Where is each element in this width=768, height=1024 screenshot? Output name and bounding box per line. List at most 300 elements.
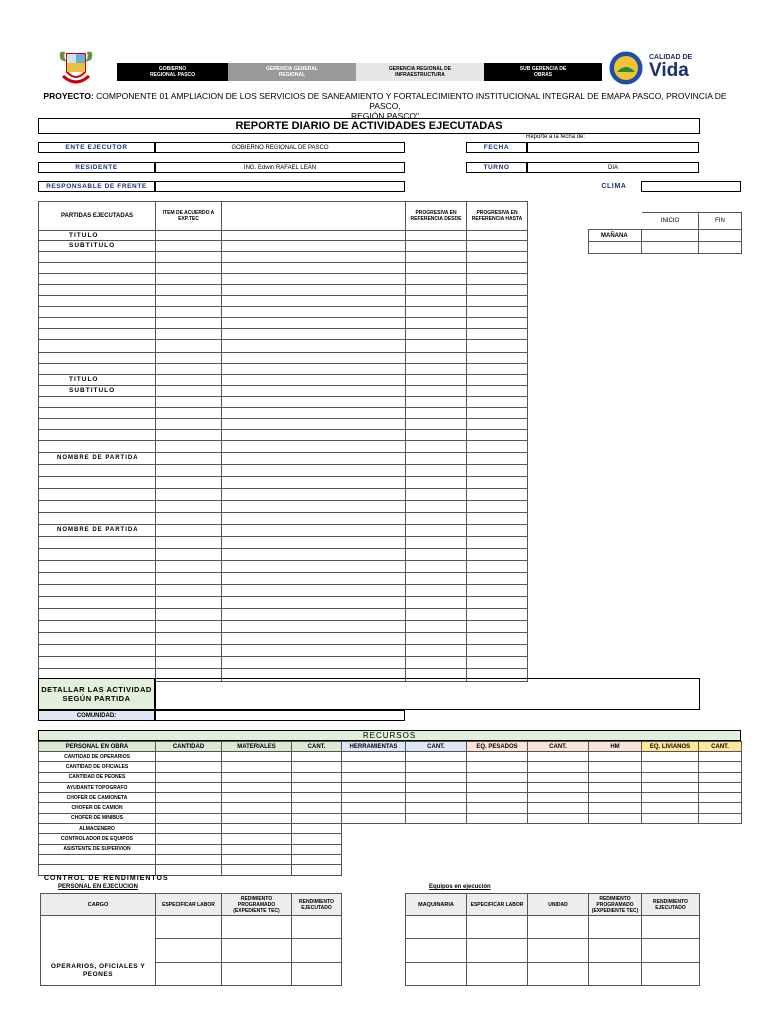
rend-cell[interactable]: [156, 916, 222, 939]
partida-cell[interactable]: [406, 231, 467, 241]
partida-cell[interactable]: [406, 352, 467, 363]
recurso-cell[interactable]: [699, 782, 742, 792]
partida-cell[interactable]: [39, 352, 156, 363]
partida-cell[interactable]: [467, 317, 528, 328]
partida-cell[interactable]: [467, 476, 528, 488]
recurso-cell[interactable]: [642, 752, 699, 762]
recurso-cell[interactable]: [222, 834, 292, 844]
equipo-cell[interactable]: [467, 939, 528, 963]
partida-cell[interactable]: [39, 548, 156, 560]
partida-cell[interactable]: [222, 548, 406, 560]
partida-cell[interactable]: [467, 429, 528, 440]
partida-cell[interactable]: [39, 306, 156, 317]
partida-cell[interactable]: [222, 284, 406, 295]
recurso-cell[interactable]: [342, 752, 406, 762]
partida-cell[interactable]: [156, 339, 222, 352]
partida-cell[interactable]: [467, 418, 528, 429]
partida-cell[interactable]: [39, 295, 156, 306]
partida-cell[interactable]: [39, 476, 156, 488]
equipo-cell[interactable]: [589, 939, 642, 963]
recurso-cell[interactable]: [292, 793, 342, 803]
partida-cell[interactable]: [39, 608, 156, 620]
partida-cell[interactable]: [156, 572, 222, 584]
recurso-cell[interactable]: [342, 772, 406, 782]
rend-cell[interactable]: [292, 939, 342, 963]
partida-cell[interactable]: [156, 608, 222, 620]
partida-cell[interactable]: [156, 363, 222, 374]
recurso-cell[interactable]: [292, 813, 342, 823]
equipo-cell[interactable]: [528, 963, 589, 986]
partida-cell[interactable]: [406, 440, 467, 452]
equipo-cell[interactable]: [467, 916, 528, 939]
partida-cell[interactable]: [222, 352, 406, 363]
partida-cell[interactable]: [467, 284, 528, 295]
recurso-cell[interactable]: [642, 772, 699, 782]
partida-cell[interactable]: [467, 572, 528, 584]
partida-cell[interactable]: [467, 452, 528, 464]
partida-cell[interactable]: [156, 262, 222, 273]
partida-cell[interactable]: [222, 429, 406, 440]
partida-cell[interactable]: [467, 596, 528, 608]
partida-cell[interactable]: [156, 418, 222, 429]
partida-cell[interactable]: [39, 620, 156, 632]
partida-cell[interactable]: [467, 295, 528, 306]
partida-cell[interactable]: [156, 251, 222, 262]
partida-cell[interactable]: [156, 548, 222, 560]
partida-cell[interactable]: [222, 500, 406, 512]
partida-cell[interactable]: [406, 500, 467, 512]
partida-cell[interactable]: [467, 644, 528, 656]
manana-fin-cell[interactable]: [699, 230, 742, 242]
recurso-cell[interactable]: [467, 772, 528, 782]
partida-cell[interactable]: [406, 620, 467, 632]
recurso-cell[interactable]: [222, 752, 292, 762]
partida-cell[interactable]: [222, 536, 406, 548]
equipo-cell[interactable]: [528, 916, 589, 939]
partida-cell[interactable]: [39, 440, 156, 452]
partida-cell[interactable]: [156, 374, 222, 385]
recurso-cell[interactable]: [528, 803, 589, 813]
partida-cell[interactable]: [39, 500, 156, 512]
partida-cell[interactable]: [467, 632, 528, 644]
recurso-cell[interactable]: [342, 793, 406, 803]
partida-cell[interactable]: [222, 317, 406, 328]
partida-cell[interactable]: [406, 644, 467, 656]
partida-cell[interactable]: [467, 548, 528, 560]
partida-cell[interactable]: [467, 656, 528, 668]
recurso-cell[interactable]: [156, 865, 222, 875]
recurso-cell[interactable]: [222, 782, 292, 792]
partida-cell[interactable]: [222, 339, 406, 352]
partida-cell[interactable]: [222, 584, 406, 596]
equipo-cell[interactable]: [589, 916, 642, 939]
partida-cell[interactable]: [222, 476, 406, 488]
recurso-cell[interactable]: [156, 844, 222, 854]
rend-cell[interactable]: [222, 939, 292, 963]
partida-cell[interactable]: [222, 452, 406, 464]
equipo-cell[interactable]: [642, 916, 700, 939]
partida-cell[interactable]: [222, 632, 406, 644]
recurso-cell[interactable]: [528, 793, 589, 803]
partida-cell[interactable]: [222, 620, 406, 632]
rend-cell[interactable]: [222, 916, 292, 939]
partida-cell[interactable]: [156, 512, 222, 524]
partida-cell[interactable]: [39, 488, 156, 500]
partida-cell[interactable]: [406, 396, 467, 407]
responsable-field[interactable]: [155, 181, 405, 192]
equipo-cell[interactable]: [642, 939, 700, 963]
partida-cell[interactable]: [467, 584, 528, 596]
partida-cell[interactable]: [406, 374, 467, 385]
partida-cell[interactable]: [222, 374, 406, 385]
partida-cell[interactable]: [406, 476, 467, 488]
partida-cell[interactable]: [406, 560, 467, 572]
rend-cell[interactable]: [292, 916, 342, 939]
recurso-cell[interactable]: [528, 772, 589, 782]
partida-cell[interactable]: [156, 656, 222, 668]
recurso-cell[interactable]: [222, 865, 292, 875]
partida-cell[interactable]: [467, 328, 528, 339]
partida-cell[interactable]: [406, 262, 467, 273]
recurso-cell[interactable]: [156, 793, 222, 803]
partida-cell[interactable]: [467, 262, 528, 273]
partida-cell[interactable]: [467, 407, 528, 418]
partida-cell[interactable]: [39, 464, 156, 476]
partida-cell[interactable]: [39, 317, 156, 328]
partida-cell[interactable]: [467, 620, 528, 632]
partida-cell[interactable]: [156, 306, 222, 317]
partida-cell[interactable]: [222, 385, 406, 396]
partida-cell[interactable]: [39, 407, 156, 418]
rend-cell[interactable]: [156, 963, 222, 986]
residente-value[interactable]: ING. Edwin RAFAEL LEÁN: [155, 162, 405, 173]
partida-cell[interactable]: [156, 536, 222, 548]
recurso-cell[interactable]: [156, 772, 222, 782]
partida-cell[interactable]: [406, 596, 467, 608]
partida-cell[interactable]: [39, 284, 156, 295]
recurso-cell[interactable]: [528, 752, 589, 762]
recurso-cell[interactable]: [292, 854, 342, 864]
partida-cell[interactable]: [222, 240, 406, 251]
partida-cell[interactable]: [222, 512, 406, 524]
equipo-cell[interactable]: [528, 939, 589, 963]
partida-cell[interactable]: [467, 560, 528, 572]
partida-cell[interactable]: [406, 418, 467, 429]
recurso-cell[interactable]: [292, 752, 342, 762]
partida-cell[interactable]: [156, 429, 222, 440]
partida-cell[interactable]: [467, 536, 528, 548]
partida-cell[interactable]: [222, 464, 406, 476]
partida-cell[interactable]: [39, 429, 156, 440]
partida-cell[interactable]: [406, 524, 467, 536]
recurso-cell[interactable]: [222, 762, 292, 772]
partida-cell[interactable]: [156, 644, 222, 656]
partida-cell[interactable]: [222, 328, 406, 339]
partida-cell[interactable]: [467, 500, 528, 512]
recurso-cell[interactable]: [406, 803, 467, 813]
partida-cell[interactable]: [156, 240, 222, 251]
recurso-cell[interactable]: [642, 782, 699, 792]
partida-cell[interactable]: [467, 608, 528, 620]
partida-cell[interactable]: [467, 240, 528, 251]
recurso-cell[interactable]: [292, 834, 342, 844]
partida-cell[interactable]: [406, 464, 467, 476]
equipo-cell[interactable]: [642, 963, 700, 986]
recurso-cell[interactable]: [406, 793, 467, 803]
recurso-cell[interactable]: [589, 772, 642, 782]
equipo-cell[interactable]: [589, 963, 642, 986]
partida-cell[interactable]: [156, 407, 222, 418]
partida-cell[interactable]: [406, 512, 467, 524]
recurso-cell[interactable]: [39, 854, 156, 864]
recurso-cell[interactable]: [699, 803, 742, 813]
recurso-cell[interactable]: [642, 803, 699, 813]
recurso-cell[interactable]: [222, 824, 292, 834]
partida-cell[interactable]: [406, 488, 467, 500]
recurso-cell[interactable]: [406, 752, 467, 762]
partida-cell[interactable]: [39, 536, 156, 548]
partida-cell[interactable]: [156, 440, 222, 452]
recurso-cell[interactable]: [467, 782, 528, 792]
partida-cell[interactable]: [39, 512, 156, 524]
partida-cell[interactable]: [39, 644, 156, 656]
recurso-cell[interactable]: [467, 752, 528, 762]
recurso-cell[interactable]: [589, 803, 642, 813]
recurso-cell[interactable]: [156, 813, 222, 823]
partida-cell[interactable]: [156, 352, 222, 363]
partida-cell[interactable]: [467, 464, 528, 476]
recurso-cell[interactable]: [589, 793, 642, 803]
recurso-cell[interactable]: [642, 813, 699, 823]
partida-cell[interactable]: [406, 317, 467, 328]
recurso-cell[interactable]: [528, 762, 589, 772]
recurso-cell[interactable]: [156, 782, 222, 792]
recurso-cell[interactable]: [222, 813, 292, 823]
partida-cell[interactable]: [222, 418, 406, 429]
partida-cell[interactable]: [406, 656, 467, 668]
partida-cell[interactable]: [222, 295, 406, 306]
partida-cell[interactable]: [156, 560, 222, 572]
partida-cell[interactable]: [406, 306, 467, 317]
partida-cell[interactable]: [406, 273, 467, 284]
recurso-cell[interactable]: [292, 762, 342, 772]
recurso-cell[interactable]: [342, 813, 406, 823]
partida-cell[interactable]: [39, 396, 156, 407]
partida-cell[interactable]: [156, 476, 222, 488]
partida-cell[interactable]: [406, 548, 467, 560]
recurso-cell[interactable]: [699, 752, 742, 762]
recurso-cell[interactable]: [156, 824, 222, 834]
recurso-cell[interactable]: [292, 803, 342, 813]
recurso-cell[interactable]: [156, 854, 222, 864]
partida-cell[interactable]: [222, 656, 406, 668]
rend-cell[interactable]: [292, 963, 342, 986]
partida-cell[interactable]: [406, 608, 467, 620]
recurso-cell[interactable]: [39, 865, 156, 875]
partida-cell[interactable]: [156, 584, 222, 596]
recurso-cell[interactable]: [589, 752, 642, 762]
recurso-cell[interactable]: [292, 824, 342, 834]
equipo-cell[interactable]: [406, 963, 467, 986]
recurso-cell[interactable]: [156, 762, 222, 772]
partida-cell[interactable]: [406, 284, 467, 295]
partida-cell[interactable]: [467, 440, 528, 452]
recurso-cell[interactable]: [222, 803, 292, 813]
partida-cell[interactable]: [222, 262, 406, 273]
detallar-field[interactable]: [155, 678, 700, 710]
turno-value[interactable]: DIA: [527, 162, 699, 173]
partida-cell[interactable]: [467, 251, 528, 262]
recurso-cell[interactable]: [156, 752, 222, 762]
partida-cell[interactable]: [467, 352, 528, 363]
recurso-cell[interactable]: [642, 793, 699, 803]
recurso-cell[interactable]: [292, 844, 342, 854]
recurso-cell[interactable]: [699, 762, 742, 772]
partida-cell[interactable]: [406, 251, 467, 262]
partida-cell[interactable]: [467, 524, 528, 536]
partida-cell[interactable]: [222, 396, 406, 407]
partida-cell[interactable]: [156, 524, 222, 536]
partida-cell[interactable]: [222, 572, 406, 584]
partida-cell[interactable]: [156, 452, 222, 464]
partida-cell[interactable]: [406, 452, 467, 464]
partida-cell[interactable]: [467, 488, 528, 500]
recurso-cell[interactable]: [589, 782, 642, 792]
partida-cell[interactable]: [406, 407, 467, 418]
partida-cell[interactable]: [406, 363, 467, 374]
partida-cell[interactable]: [156, 396, 222, 407]
partida-cell[interactable]: [222, 440, 406, 452]
comunidad-field[interactable]: [155, 710, 405, 721]
partida-cell[interactable]: [467, 306, 528, 317]
rend-cell[interactable]: [156, 939, 222, 963]
partida-cell[interactable]: [222, 488, 406, 500]
partida-cell[interactable]: [39, 339, 156, 352]
partida-cell[interactable]: [39, 273, 156, 284]
partida-cell[interactable]: [156, 328, 222, 339]
partida-cell[interactable]: [406, 632, 467, 644]
partida-cell[interactable]: [406, 339, 467, 352]
partida-cell[interactable]: [222, 306, 406, 317]
partida-cell[interactable]: [156, 620, 222, 632]
partida-cell[interactable]: [156, 385, 222, 396]
partida-cell[interactable]: [222, 407, 406, 418]
recurso-cell[interactable]: [528, 782, 589, 792]
recurso-cell[interactable]: [292, 865, 342, 875]
recurso-cell[interactable]: [406, 772, 467, 782]
partida-cell[interactable]: [39, 632, 156, 644]
partida-cell[interactable]: [406, 536, 467, 548]
partida-cell[interactable]: [39, 328, 156, 339]
partida-cell[interactable]: [39, 560, 156, 572]
partida-cell[interactable]: [222, 596, 406, 608]
partida-cell[interactable]: [156, 317, 222, 328]
partida-cell[interactable]: [406, 240, 467, 251]
recurso-cell[interactable]: [589, 813, 642, 823]
partida-cell[interactable]: [406, 572, 467, 584]
partida-cell[interactable]: [39, 251, 156, 262]
partida-cell[interactable]: [467, 339, 528, 352]
partida-cell[interactable]: [39, 596, 156, 608]
recurso-cell[interactable]: [156, 803, 222, 813]
recurso-cell[interactable]: [406, 762, 467, 772]
partida-cell[interactable]: [467, 231, 528, 241]
recurso-cell[interactable]: [292, 782, 342, 792]
equipo-cell[interactable]: [467, 963, 528, 986]
partida-cell[interactable]: [222, 251, 406, 262]
recurso-cell[interactable]: [342, 803, 406, 813]
partida-cell[interactable]: [467, 385, 528, 396]
recurso-cell[interactable]: [292, 772, 342, 782]
partida-cell[interactable]: [156, 500, 222, 512]
recurso-cell[interactable]: [467, 793, 528, 803]
recurso-cell[interactable]: [406, 782, 467, 792]
partida-cell[interactable]: [467, 363, 528, 374]
recurso-cell[interactable]: [642, 762, 699, 772]
partida-cell[interactable]: [222, 273, 406, 284]
time-empty-cell[interactable]: [699, 242, 742, 254]
partida-cell[interactable]: [222, 363, 406, 374]
recurso-cell[interactable]: [222, 772, 292, 782]
recurso-cell[interactable]: [589, 762, 642, 772]
partida-cell[interactable]: [222, 608, 406, 620]
recurso-cell[interactable]: [528, 813, 589, 823]
recurso-cell[interactable]: [467, 813, 528, 823]
fecha-field[interactable]: [527, 142, 699, 153]
partida-cell[interactable]: [156, 295, 222, 306]
partida-cell[interactable]: [406, 295, 467, 306]
partida-cell[interactable]: [406, 385, 467, 396]
partida-cell[interactable]: [156, 273, 222, 284]
recurso-cell[interactable]: [222, 854, 292, 864]
partida-cell[interactable]: [156, 464, 222, 476]
partida-cell[interactable]: [467, 374, 528, 385]
ente-ejecutor-value[interactable]: GOBIERNO REGIONAL DE PASCO: [155, 142, 405, 153]
recurso-cell[interactable]: [156, 834, 222, 844]
partida-cell[interactable]: [406, 328, 467, 339]
recurso-cell[interactable]: [467, 762, 528, 772]
partida-cell[interactable]: [156, 488, 222, 500]
partida-cell[interactable]: [406, 429, 467, 440]
recurso-cell[interactable]: [222, 844, 292, 854]
partida-cell[interactable]: [222, 644, 406, 656]
partida-cell[interactable]: [467, 396, 528, 407]
equipo-cell[interactable]: [406, 939, 467, 963]
partida-cell[interactable]: [39, 418, 156, 429]
partida-cell[interactable]: [156, 596, 222, 608]
partida-cell[interactable]: [156, 284, 222, 295]
recurso-cell[interactable]: [342, 782, 406, 792]
recurso-cell[interactable]: [342, 762, 406, 772]
recurso-cell[interactable]: [699, 813, 742, 823]
recurso-cell[interactable]: [699, 772, 742, 782]
recurso-cell[interactable]: [467, 803, 528, 813]
partida-cell[interactable]: [222, 560, 406, 572]
manana-inicio-cell[interactable]: [642, 230, 699, 242]
recurso-cell[interactable]: [222, 793, 292, 803]
partida-cell[interactable]: [39, 572, 156, 584]
partida-cell[interactable]: [39, 262, 156, 273]
partida-cell[interactable]: [39, 656, 156, 668]
partida-cell[interactable]: [222, 524, 406, 536]
partida-cell[interactable]: [467, 512, 528, 524]
partida-cell[interactable]: [156, 632, 222, 644]
partida-cell[interactable]: [222, 231, 406, 241]
recurso-cell[interactable]: [406, 813, 467, 823]
equipo-cell[interactable]: [406, 916, 467, 939]
partida-cell[interactable]: [39, 584, 156, 596]
partida-cell[interactable]: [467, 273, 528, 284]
